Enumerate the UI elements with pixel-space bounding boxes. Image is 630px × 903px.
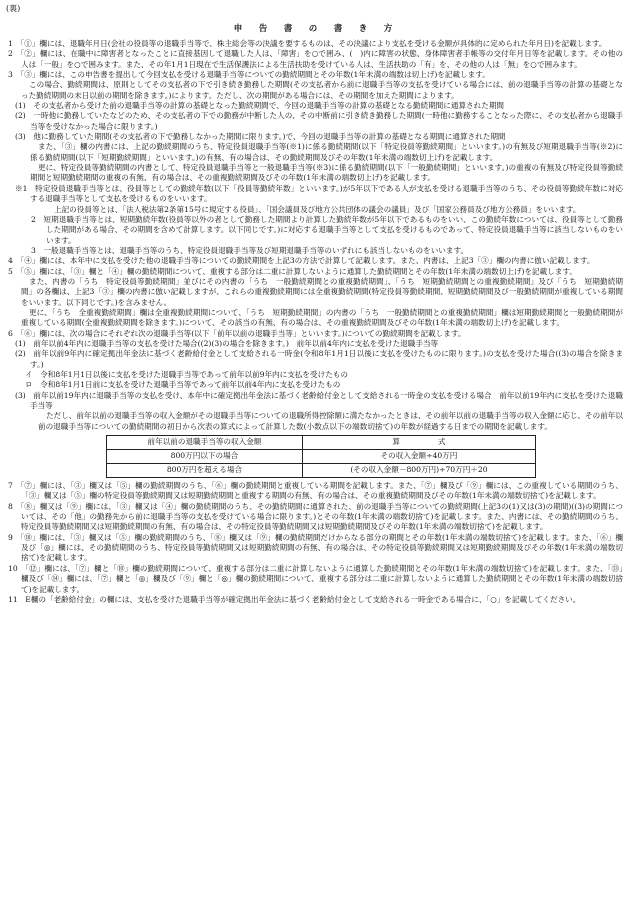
instruction-paragraph: この場合、勤続期間は、原則としてその支払者の下で引き続き勤務した期間(その支払者から前に退職手当等の支払を受けている場合には、前の退職手当等の計算の基礎となった勤続期間の末日以前の期間を除きます。)によります。ただし、次の期間がある場合には、その期間を加えた期間によります。 [21, 80, 623, 100]
instruction-paragraph: 5 「⑤」欄には、「③」欄と「④」欄の勤続期間について、重複する部分は二重に計算しないように通算した勤続期間とその年数(1年未満の端数切上げ)を記載します。 [8, 266, 578, 276]
page-title: 申 告 書 の 書 き 方 [233, 24, 397, 34]
instruction-paragraph: 9 「⑩」欄には、「③」欄又は「⑤」欄の勤続期間のうち、「⑧」欄又は「⑨」欄の勤続期間だけからなる部分の期間とその年数(1年未満の端数切捨て)を記載します。また、「⑥」欄及び「◎」欄には、その勤続期間のうち、特定役員等勤続期間又は短期勤続期間の有無、有の場合は、その特定役員等勤続期間又は短期勤続期間及びその年数(1年未満の端数切捨て)を記載します。 [8, 532, 623, 563]
instruction-paragraph: ※1 特定役員退職手当等とは、役員等としての勤続年数(以下「役員等勤続年数」といいます。)が5年以下である人が支払を受ける退職手当等のうち、その役員等勤続年数に対応する退職手当等として支払を受けるものをいいます。 [15, 183, 623, 204]
table-header-cell: 前年以前の退職手当等の収入金額 [107, 436, 303, 450]
instruction-paragraph: (2) 前年以前9年内に確定拠出年金法に基づく老齢給付金として支給される一時金(令和8年1月1日以後に支払を受けたものに限ります。)の支払を受けた場合((3)の場合を除きます。) [15, 349, 623, 369]
table-row [107, 450, 536, 464]
instruction-paragraph: イ 令和8年1月1日以後に支払を受けた退職手当等であって前年以前9年内に支払を受けたもの [25, 370, 348, 379]
table-header-cell: 算 式 [302, 436, 535, 450]
instruction-paragraph: 更に、特定役員等勤続期間の内書として、特定役員退職手当等と一般退職手当等(※3)に係る勤続期間(以下「一般勤続期間」といいます。)の重複の有無及び特定役員等勤続期間と短期勤続期間の重複の有無、有の場合は、その重複勤続期間及びその年数(1年未満の端数切上げ)を記載します。 [30, 163, 623, 183]
instruction-paragraph: 6 「⑥」欄には、次の場合にそれぞれ次の退職手当等(以下「前年以前の退職手当等」といいます。)についての勤続期間を記載します。 [8, 328, 466, 338]
instruction-paragraph: 2 短期退職手当等とは、短期勤続年数(役員等以外の者として勤務した期間より計算した勤続年数が5年以下であるものをいい、この勤続年数については、役員等として勤務した期間がある場合、その期間を含めて計算します。以下同じです。)に対応する退職手当等として支払を受けるものであって、特定役員退職手当等に該当しないものをいいます。 [31, 214, 623, 245]
instruction-paragraph: 11 E欄の「老齢給付金」の欄には、支払を受けた退職手当等が確定拠出年金法に基づく老齢給付金として支給される一時金である場合に、「○」を記載してください。 [8, 594, 581, 604]
instruction-paragraph: また、「③」欄の内書には、上記の勤続期間のうち、特定役員退職手当等(※1)に係る勤続期間(以下「特定役員等勤続期間」といいます。)の有無及び短期退職手当等(※2)に係る勤続期間(以下「短期勤続期間」といいます。)の有無、有の場合は、その勤続期間及びその年数(1年未満の端数切上げ)を記載します。 [30, 142, 623, 162]
instruction-paragraph: (3) 他に勤務していた期間(その支払者の下で勤務しなかった期間に限ります。)で、今回の退職手当等の計算の基礎となる期間に通算された期間 [15, 132, 506, 142]
instruction-paragraph: 2 「②」欄には、在職中に障害者となったことに直接基因して退職した人は、「障害」を○で囲み、( )内に障害の状態、身体障害者手帳等の交付年月日等を記載します。その他の人は「一般」を○で囲みます。また、その年1月1日現在で生活保護法による生活扶助を受けている人は、生活扶助の「有」を、その他の人は「無」を○で囲みます。 [8, 49, 623, 69]
table-cell: (その収入金額－800万円)÷70万円＋20 [302, 464, 535, 478]
instructions-section-top [8, 39, 623, 432]
instructions-section-bottom [8, 481, 623, 605]
instruction-paragraph: ただし、前年以前の退職手当等の収入金額がその退職手当等についての退職所得控除額に満たなかったときは、その前年以前の退職手当等の収入金額に応じ、その前年以前の退職手当等についての勤続期間の初日から次表の算式によって計算した数(小数点以下の端数切捨て)の年数が経過する日までの期間を記載します。 [38, 411, 623, 431]
calculation-table [106, 435, 536, 478]
instruction-paragraph: (1) その支払者から受けた前の退職手当等の計算の基礎となった勤続期間で、今回の退職手当等の計算の基礎となる勤続期間に通算された期間 [15, 101, 505, 111]
instruction-paragraph: (3) 前年以前19年内に退職手当等の支払を受け、本年中に確定拠出年金法に基づく老齢給付金として支給される一時金の支払を受ける場合 前年以前19年内に支払を受けた退職手当等 [15, 390, 623, 411]
instruction-paragraph: 4 「④」欄には、本年中に支払を受けた他の退職手当等についての勤続期間を上記3の方法で計算して記載します。また、内書は、上記3「③」欄の内書に倣い記載します。 [8, 256, 595, 266]
instruction-paragraph: 上記の役員等とは、「法人税法第2条第15号に規定する役員」、「国会議員及び地方公共団体の議会の議員」及び「国家公務員及び地方公務員」をいいます。 [54, 204, 581, 214]
instruction-paragraph: 7 「⑦」欄には、「③」欄又は「⑤」欄の勤続期間のうち、「⑥」欄の勤続期間と重複している期間を記載します。また、「⑦」欄及び「⑨」欄には、この重複している期間のうち、「③」欄又は「⑤」欄の特定役員等勤続期間又は短期勤続期間と重複する期間の有無、有の場合は、その重複勤続期間及びその年数(1年未満の端数切捨て)を記載します。 [8, 481, 623, 501]
instruction-paragraph: 10 「⑫」欄には、「⑦」欄と「⑩」欄の勤続期間について、重複する部分は二重に計算しないように通算した勤続期間とその年数(1年未満の端数切捨て)を記載します。また、「⑬」欄及び「⑭」欄には、「⑦」欄と「◎」欄及び「⑨」欄と「◎」欄の勤続期間について、重複する部分は二重に計算しないように通算した勤続期間とその年数(1年未満の端数切捨て)を記載します。 [8, 563, 623, 594]
instruction-paragraph: 3 「③」欄には、この申告書を提出して今回支払を受ける退職手当等についての勤続期間とその年数(1年未満の端数は切上げ)を記載します。 [8, 70, 490, 80]
instruction-paragraph: (1) 前年以前4年内に退職手当等の支払を受けた場合((2)(3)の場合を除きます。) 前年以前4年内に支払を受けた退職手当等 [15, 338, 439, 348]
table-cell: 800万円を超える場合 [107, 464, 303, 478]
instruction-paragraph: (2) 一時他に勤務していたなどのため、その支払者の下での勤務が中断した人の、その中断前に引き続き勤務した期間(一時他に勤務することなった際に、その支払者から退職手当等を受けなかった場合に限ります。) [15, 111, 623, 131]
instruction-paragraph: 8 「⑧」欄又は「⑨」欄には、「③」欄又は「④」欄の勤続期間のうち、その勤続期間に通算された、前の退職手当等についての勤続期間(上記3の(1)又は(3)の期間)((3)の期間については、その「他」の勤務先から前に退職手当等の支払を受けている場合に限ります。)とその年数(1年未満の端数切捨て)を記載します。また、内書には、その勤続期間のうち、特定役員等勤続期間又は短期勤続期間の有無、有の場合は、その特定役員等勤続期間又は短期勤続期間及びその年数(1年未満の端数切捨て)を記載します。 [8, 501, 623, 532]
table-row [107, 464, 536, 478]
table-cell: 800万円以下の場合 [107, 450, 303, 464]
instructions-body [8, 39, 623, 605]
instruction-paragraph: 3 一般退職手当等とは、退職手当等のうち、特定役員退職手当等及び短期退職手当等のいずれにも該当しないものをいいます。 [31, 245, 469, 255]
instruction-paragraph: 1 「①」欄には、退職年月日(会社の役員等の退職手当等で、株主総会等の決議を要するものは、その決議により支払を受ける金額が具体的に定められた年月日)を記載します。 [8, 39, 607, 48]
instruction-paragraph: ロ 令和8年1月1日前に支払を受けた退職手当等であって前年以前4年内に支払を受けたもの [25, 380, 341, 390]
instruction-paragraph: また、内書の「うち 特定役員等勤続期間」並びにその内書の「うち 一般勤続期間との重複勤続期間」、「うち 短期勤続期間との重複勤続期間」及び「うち 短期勤続期間」の各欄は、上記3「③」欄の内書に倣い記載しますが、これらの重複勤続期間には全重複勤続期間(特定役員等勤続期間、短期勤続期間及び一般勤続期間が重複している期間をいいます。以下同じです。)を含みません。 [21, 276, 623, 307]
table-header-row [107, 436, 536, 450]
instruction-paragraph: 更に、「うち 全重複勤続期間」欄は全重複勤続期間について、「うち 短期勤続期間」の内書の「うち 一般勤続期間との重複勤続期間」欄は短期勤続期間と一般勤続期間が重複している期間(全重複勤続期間を除きます。)について、その該当の有無、有の場合は、その重複勤続期間及びその年数(1年未満の端数切上げ)を記載します。 [21, 307, 623, 328]
table-cell: その収入金額÷40万円 [302, 450, 535, 464]
page-side-label: (裏) [6, 4, 21, 13]
